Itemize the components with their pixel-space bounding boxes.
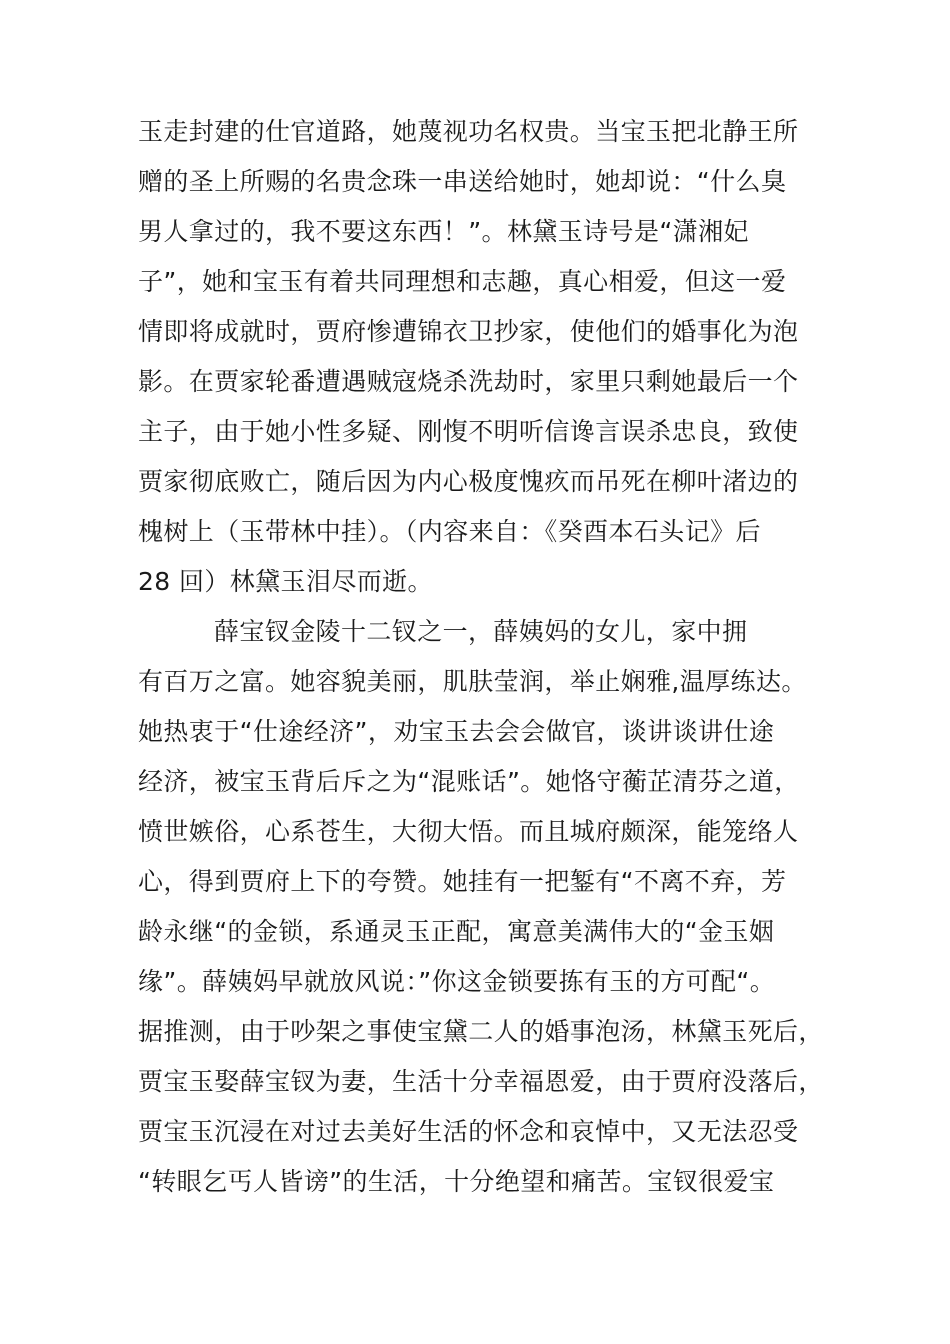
paragraph-2-line-11: 贾宝玉沉浸在对过去美好生活的怀念和哀悼中，又无法忍受 — [138, 1117, 799, 1146]
paragraph-1-line-5: 情即将成就时，贾府惨遭锦衣卫抄家，使他们的婚事化为泡 — [138, 317, 799, 346]
paragraph-1-line-4: 子”，她和宝玉有着共同理想和志趣，真心相爱，但这一爱 — [138, 267, 787, 296]
paragraph-1-line-7: 主子，由于她小性多疑、刚愎不明听信谗言误杀忠良，致使 — [138, 417, 799, 446]
paragraph-2-line-3: 她热衷于“仕途经济”，劝宝玉去会会做官，谈讲谈讲仕途 — [138, 717, 775, 746]
paragraph-2-line-10: 贾宝玉娶薛宝钗为妻，生活十分幸福恩爱，由于贾府没落后， — [138, 1067, 824, 1096]
paragraph-2-line-5: 愤世嫉俗，心系苍生，大彻大悟。而且城府颇深，能笼络人 — [138, 817, 799, 846]
paragraph-1-line-3: 男人拿过的，我不要这东西！”。林黛玉诗号是“潇湘妃 — [138, 217, 749, 246]
paragraph-2-line-12: “转眼乞丐人皆谤”的生活，十分绝望和痛苦。宝钗很爱宝 — [138, 1167, 775, 1196]
paragraph-2-line-6: 心，得到贾府上下的夸赞。她挂有一把錾有“不离不弃，芳 — [138, 867, 787, 896]
paragraph-1-line-1: 玉走封建的仕官道路，她蔑视功名权贵。当宝玉把北静王所 — [138, 117, 799, 146]
paragraph-1-line-10: 28 回）林黛玉泪尽而逝。 — [138, 567, 433, 596]
paragraph-1-line-8: 贾家彻底败亡，随后因为内心极度愧疚而吊死在柳叶渚边的 — [138, 467, 799, 496]
paragraph-1-line-2: 赠的圣上所赐的名贵念珠一串送给她时，她却说：“什么臭 — [138, 167, 787, 196]
paragraph-2-line-4: 经济，被宝玉背后斥之为“混账话”。她恪守蘅芷清芬之道， — [138, 767, 800, 796]
paragraph-2-line-1: 薛宝钗金陵十二钗之一，薛姨妈的女儿，家中拥 — [214, 617, 748, 646]
paragraph-2-line-8: 缘”。薛姨妈早就放风说：”你这金锁要拣有玉的方可配“。 — [138, 967, 776, 996]
paragraph-1-line-9: 槐树上（玉带林中挂）。（内容来自：《癸酉本石头记》后 — [138, 517, 761, 546]
paragraph-2-line-2: 有百万之富。她容貌美丽，肌肤莹润，举止娴雅,温厚练达。 — [138, 667, 807, 696]
paragraph-2-line-9: 据推测，由于吵架之事使宝黛二人的婚事泡汤，林黛玉死后， — [138, 1017, 824, 1046]
paragraph-1-line-6: 影。在贾家轮番遭遇贼寇烧杀洗劫时，家里只剩她最后一个 — [138, 367, 799, 396]
paragraph-2-line-7: 龄永继“的金锁，系通灵玉正配，寓意美满伟大的“金玉姻 — [138, 917, 775, 946]
